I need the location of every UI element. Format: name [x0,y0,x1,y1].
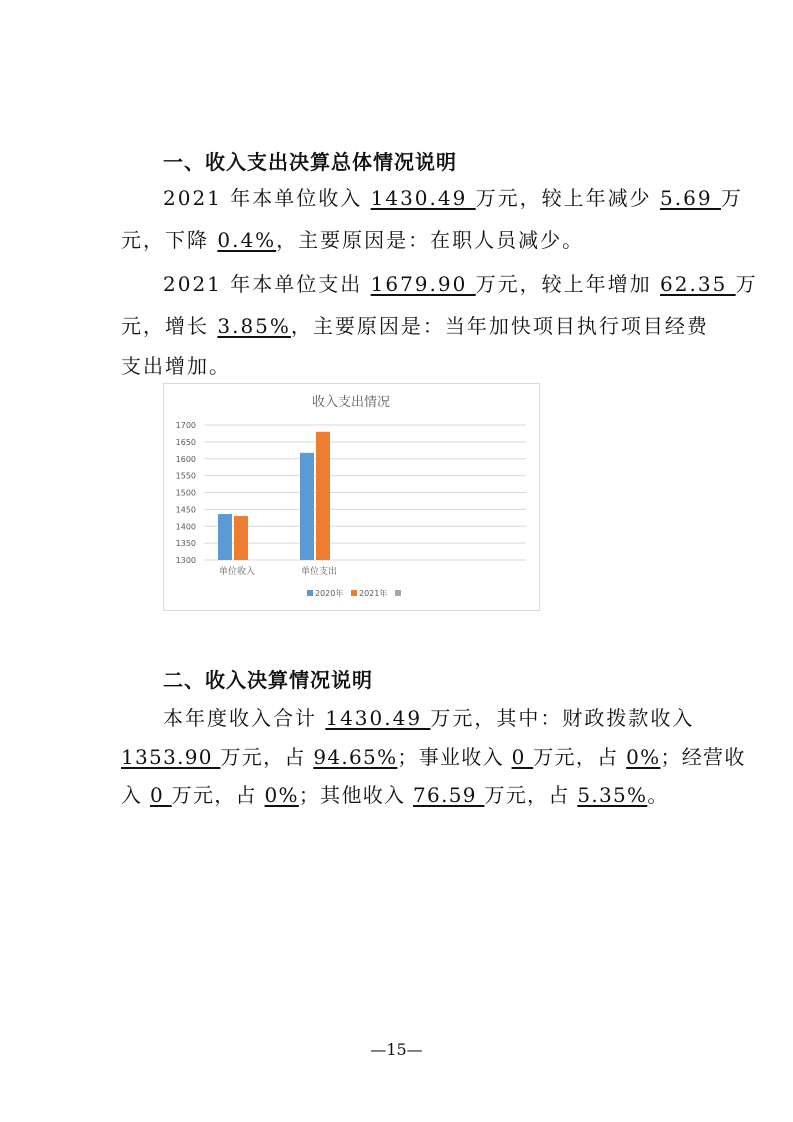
y-tick-label: 1650 [175,437,196,447]
income-total-value: 1430.49 [325,706,431,730]
income-decrease-percent: 0.4% [217,228,277,252]
chart-svg [164,384,539,610]
p2-line3 [121,350,231,379]
bar [218,514,232,560]
text: 支出增加。 [121,354,231,378]
text: 本年度收入合计 [163,706,326,730]
text: 万 [720,186,743,210]
legend-label: 2021年 [359,589,388,598]
text: ；其他收入 [298,783,414,807]
text: ；经营收 [660,745,746,769]
y-tick-label: 1600 [175,454,196,464]
text: 元，增长 [121,314,218,338]
expense-increase-value: 62.35 [660,272,736,296]
legend-swatch [307,590,313,596]
p2-line2 [121,310,709,339]
legend-swatch [351,590,357,596]
text: 2021 年本单位支出 [163,272,371,296]
y-tick-label: 1500 [175,488,196,498]
text: 万元，较上年减少 [475,186,661,210]
p1-line1 [163,182,743,211]
text: ；事业收入 [397,745,512,769]
fiscal-income-value: 1353.90 [121,745,221,769]
fiscal-income-percent: 94.65% [313,745,398,769]
y-tick-label: 1700 [175,421,196,430]
text: 。 [647,783,669,807]
text: 万元，较上年增加 [475,272,661,296]
legend-swatch [395,590,401,596]
legend-label: 2020年 [315,589,344,598]
x-tick-label: 单位支出 [300,567,338,577]
other-income-value: 76.59 [413,783,485,807]
s2-line1 [163,702,694,731]
text: 万 [735,272,758,296]
operating-income-percent: 0% [264,783,299,807]
text: ，主要原因是：当年加快项目执行项目经费 [290,314,709,338]
y-tick-label: 1400 [175,522,196,532]
text: 万元，占 [484,783,578,807]
business-income-percent: 0% [626,745,661,769]
x-tick-label: 单位收入 [218,567,256,577]
bar [300,453,314,560]
income-decrease-value: 5.69 [660,186,721,210]
text: 万元，占 [220,745,314,769]
text: 元，下降 [121,228,218,252]
expense-increase-percent: 3.85% [217,314,291,338]
p2-line1 [163,268,758,297]
section1-heading: 一、收入支出决算总体情况说明 [163,150,457,174]
text: 万元，占 [171,783,265,807]
text: 2021 年本单位收入 [163,186,371,210]
operating-income-value: 0 [149,783,172,807]
income-expense-chart [163,383,540,611]
y-tick-label: 1350 [175,539,196,549]
s2-line2 [121,741,746,770]
other-income-percent: 5.35% [577,783,648,807]
p1-line2 [121,224,584,253]
y-tick-label: 1300 [175,556,196,565]
s2-line3 [121,779,669,808]
expense-total-value: 1679.90 [370,272,476,296]
y-tick-label: 1450 [175,505,196,515]
y-tick-label: 1550 [175,471,196,481]
text: 万元，其中：财政拨款收入 [430,706,695,730]
income-total-value: 1430.49 [370,186,476,210]
text: 万元，占 [533,745,627,769]
chart-title: 收入支出情况 [311,395,391,410]
bar [316,432,330,560]
text: 入 [121,783,150,807]
business-income-value: 0 [511,745,534,769]
text: ，主要原因是：在职人员减少。 [276,228,585,252]
bar [234,516,248,560]
section2-heading: 二、收入决算情况说明 [163,668,373,692]
page-number: —15— [370,1040,423,1059]
